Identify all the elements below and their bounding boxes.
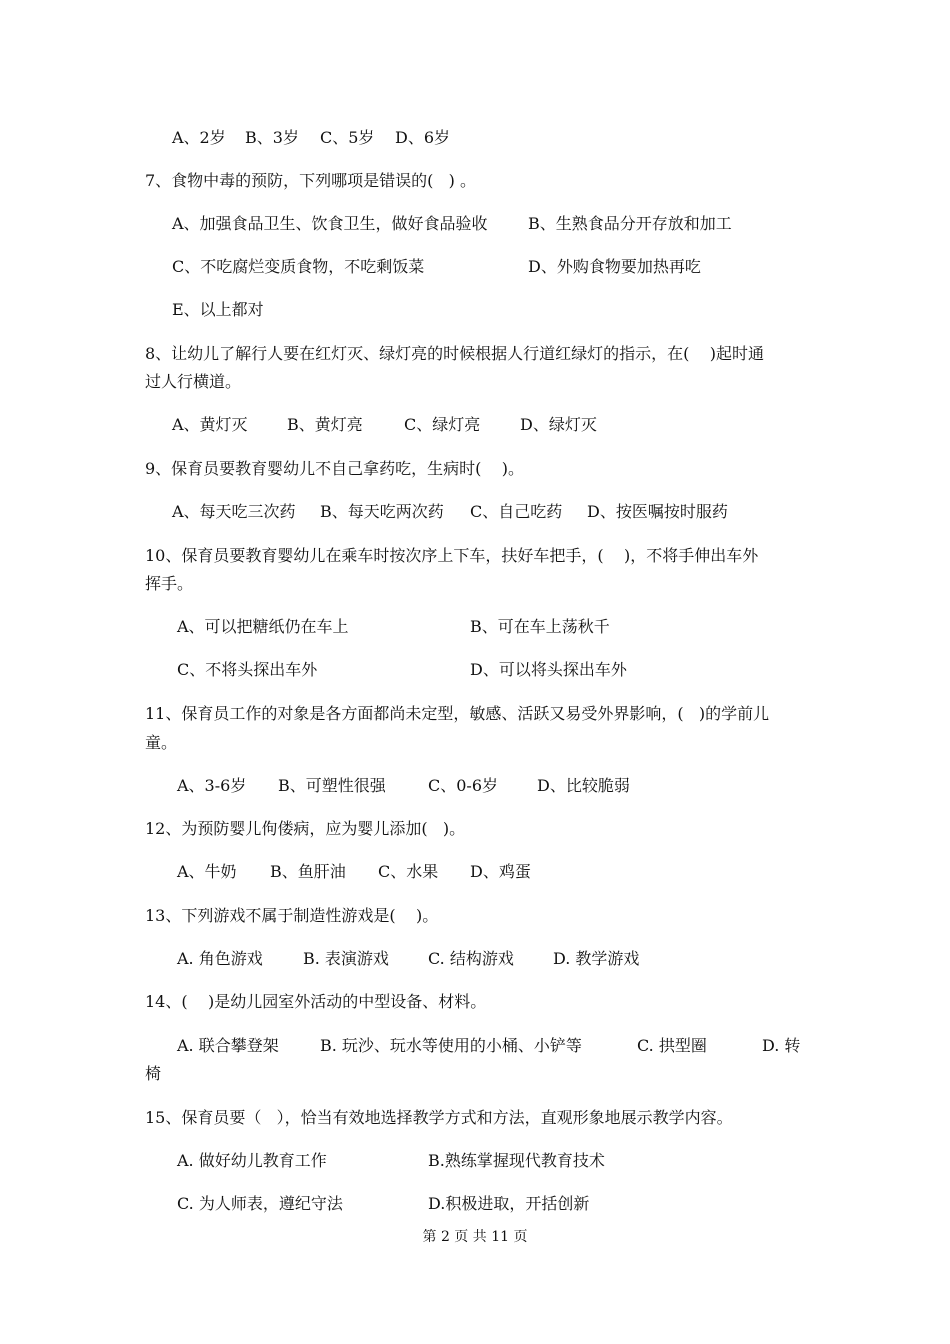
q13-option-c: C. 结构游戏 bbox=[428, 949, 514, 968]
q8-question-line1: 8、让幼儿了解行人要在红灯灭、绿灯亮的时候根据人行道红绿灯的指示，在( )起时通 bbox=[145, 344, 765, 363]
q14-option-a: A. 联合攀登架 bbox=[177, 1036, 279, 1055]
q10-option-c: C、不将头探出车外 bbox=[177, 660, 318, 679]
q14-option-d-wrap: 椅 bbox=[145, 1064, 162, 1083]
q7-question: 7、食物中毒的预防，下列哪项是错误的( ) 。 bbox=[145, 171, 477, 190]
q12-option-d: D、鸡蛋 bbox=[470, 862, 531, 881]
q9-option-c: C、自己吃药 bbox=[470, 502, 563, 521]
q15-option-b: B.熟练掌握现代教育技术 bbox=[428, 1151, 605, 1170]
q13-option-b: B. 表演游戏 bbox=[303, 949, 389, 968]
q12-question: 12、为预防婴儿佝偻病，应为婴儿添加( )。 bbox=[145, 819, 466, 838]
q11-question-line2: 童。 bbox=[145, 733, 178, 752]
q11-option-c: C、0-6岁 bbox=[428, 776, 499, 795]
q10-option-b: B、可在车上荡秋千 bbox=[470, 617, 610, 636]
q8-option-c: C、绿灯亮 bbox=[404, 415, 481, 434]
q10-option-a: A、可以把糖纸仍在车上 bbox=[177, 617, 349, 636]
q11-question-line1: 11、保育员工作的对象是各方面都尚未定型，敏感、活跃又易受外界影响，( )的学前儿 bbox=[145, 704, 770, 723]
q11-option-b: B、可塑性很强 bbox=[278, 776, 386, 795]
page-number-footer: 第 2 页 共 11 页 bbox=[422, 1229, 528, 1245]
q9-option-d: D、按医嘱按时服药 bbox=[587, 502, 728, 521]
q15-question: 15、保育员要（ ），恰当有效地选择教学方式和方法，直观形象地展示教学内容。 bbox=[145, 1108, 733, 1127]
q7-option-d: D、外购食物要加热再吃 bbox=[528, 257, 701, 276]
q6-option-d: D、6岁 bbox=[395, 128, 451, 147]
q7-option-b: B、生熟食品分开存放和加工 bbox=[528, 214, 732, 233]
q15-option-c: C. 为人师表，遵纪守法 bbox=[177, 1194, 343, 1213]
q13-question: 13、下列游戏不属于制造性游戏是( )。 bbox=[145, 906, 439, 925]
q12-option-b: B、鱼肝油 bbox=[270, 862, 346, 881]
q13-option-a: A. 角色游戏 bbox=[177, 949, 263, 968]
q9-question: 9、保育员要教育婴幼儿不自己拿药吃，生病时( )。 bbox=[145, 459, 525, 478]
q14-option-c: C. 拱型圈 bbox=[637, 1036, 707, 1055]
q7-option-c: C、不吃腐烂变质食物，不吃剩饭菜 bbox=[172, 257, 425, 276]
q7-option-e: E、以上都对 bbox=[172, 300, 264, 319]
q10-question-line2: 挥手。 bbox=[145, 574, 194, 593]
q14-question: 14、( )是幼儿园室外活动的中型设备、材料。 bbox=[145, 992, 487, 1011]
q8-question-line2: 过人行横道。 bbox=[145, 372, 242, 391]
q8-option-d: D、绿灯灭 bbox=[520, 415, 597, 434]
q9-option-b: B、每天吃两次药 bbox=[320, 502, 444, 521]
q8-option-a: A、黄灯灭 bbox=[172, 415, 248, 434]
q10-question-line1: 10、保育员要教育婴幼儿在乘车时按次序上下车，扶好车把手，( )，不将手伸出车外 bbox=[145, 546, 759, 565]
q15-option-d: D.积极进取，开括创新 bbox=[428, 1194, 590, 1213]
q13-option-d: D. 教学游戏 bbox=[553, 949, 640, 968]
q14-option-d: D. 转 bbox=[762, 1036, 801, 1055]
q8-option-b: B、黄灯亮 bbox=[287, 415, 363, 434]
q10-option-d: D、可以将头探出车外 bbox=[470, 660, 627, 679]
q6-option-c: C、5岁 bbox=[320, 128, 375, 147]
q14-option-b: B. 玩沙、玩水等使用的小桶、小铲等 bbox=[320, 1036, 582, 1055]
q11-option-d: D、比较脆弱 bbox=[537, 776, 630, 795]
q12-option-c: C、水果 bbox=[378, 862, 439, 881]
q9-option-a: A、每天吃三次药 bbox=[172, 502, 296, 521]
q12-option-a: A、牛奶 bbox=[177, 862, 237, 881]
q15-option-a: A. 做好幼儿教育工作 bbox=[177, 1151, 327, 1170]
q6-option-b: B、3岁 bbox=[245, 128, 299, 147]
q7-option-a: A、加强食品卫生、饮食卫生，做好食品验收 bbox=[172, 214, 488, 233]
q6-option-a: A、2岁 bbox=[172, 128, 226, 147]
q11-option-a: A、3-6岁 bbox=[177, 776, 247, 795]
